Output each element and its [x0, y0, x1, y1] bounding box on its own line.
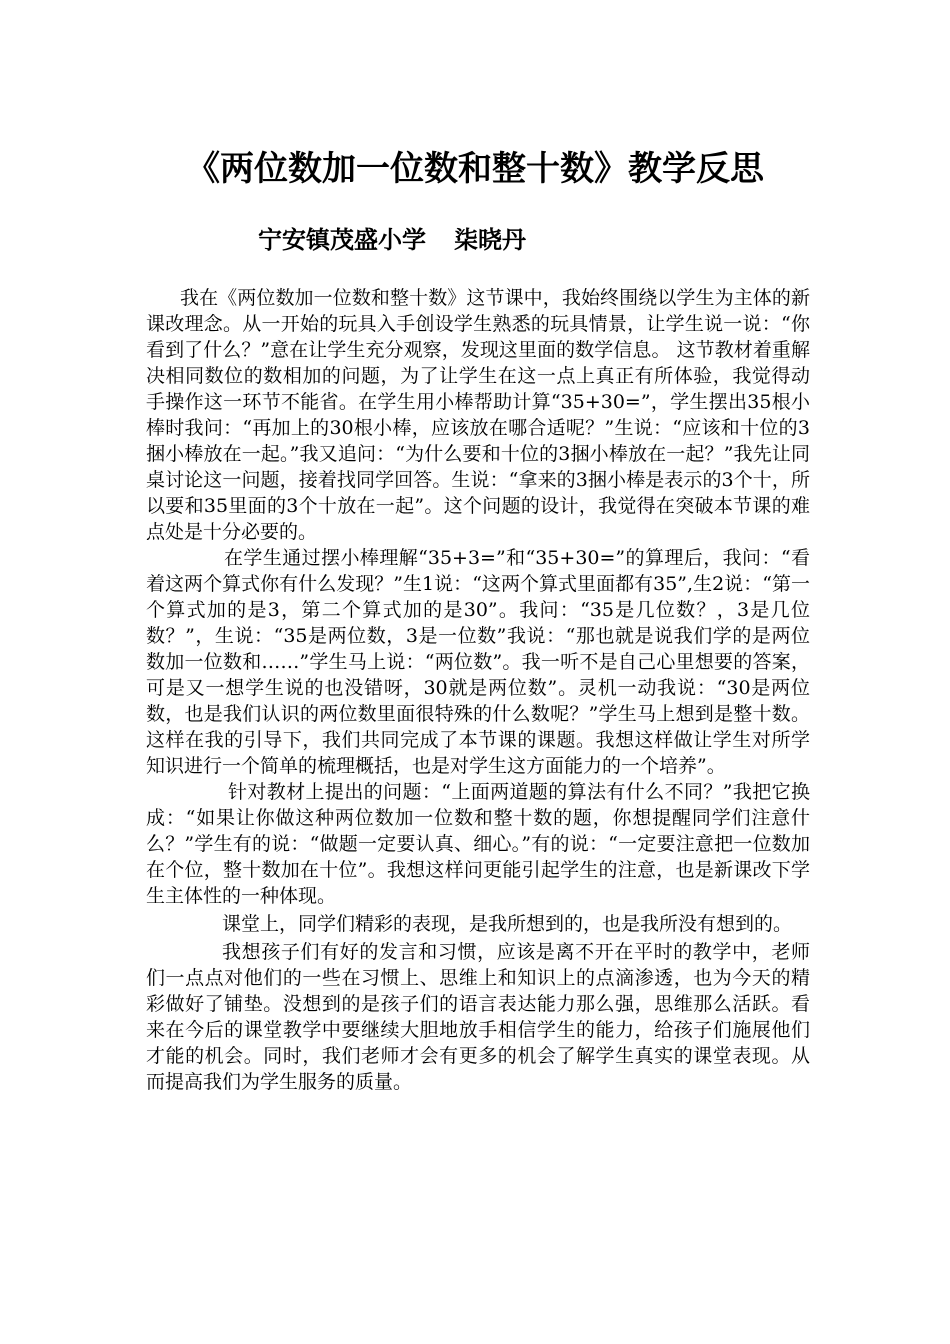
- paragraph: 在学生通过摆小棒理解“35+3=”和“35+30=”的算理后，我问：“看着这两个算式你有什么发现？”生1说：“这两个算式里面都有35”,生2说：“第一个算式加的是3，第二个算式加的是30”。我问：“35是几位数？，3是几位数？”，生说：“35是两位数，3是一位数”我说：“那也就是说我们学的是两位数加一位数和……”学生马上说：“两位数”。我一听不是自己心里想要的答案，可是又一想学生说的也没错呀，30就是两位数”。灵机一动我说：“30是两位数，也是我们认识的两位数里面很特殊的什么数呢？”学生马上想到是整十数。这样在我的引导下，我们共同完成了本节课的课题。我想这样做让学生对所学知识进行一个简单的梳理概括，也是对学生这方面能力的一个培养”。: [146, 547, 810, 777]
- document-title: 《两位数加一位数和整十数》教学反思: [186, 149, 764, 189]
- document-body: [146, 285, 810, 1095]
- paragraph: 针对教材上提出的问题：“上面两道题的算法有什么不同？”我把它换成：“如果让你做这种两位数加一位数和整十数的题，你想提醒同学们注意什么？”学生有的说：“做题一定要认真、细心。”有的说：“一定要注意把一位数加在个位，整十数加在十位”。我想这样问更能引起学生的注意，也是新课改下学生主体性的一种体现。: [146, 781, 810, 907]
- paragraph: 我在《两位数加一位数和整十数》这节课中，我始终围绕以学生为主体的新课改理念。从一开始的玩具入手创设学生熟悉的玩具情景，让学生说一说：“你看到了什么？”意在让学生充分观察，发现这里面的数学信息。 这节教材着重解决相同数位的数相加的问题，为了让学生在这一点上真正有所体验，我觉得动手操作这一环节不能省。在学生用小棒帮助计算“35+30=”，学生摆出35根小棒时我问：“再加上的30根小棒，应该放在哪合适呢？”生说：“应该和十位的3捆小棒放在一起。”我又追问：“为什么要和十位的3捆小棒放在一起？”我先让同桌讨论这一问题，接着找同学回答。生说：“拿来的3捆小棒是表示的3个十，所以要和35里面的3个十放在一起”。这个问题的设计，我觉得在突破本节课的难点处是十分必要的。: [146, 287, 810, 543]
- author-name: 柒晓丹: [454, 226, 526, 254]
- paragraph: 我想孩子们有好的发言和习惯，应该是离不开在平时的教学中，老师们一点点对他们的一些在习惯上、思维上和知识上的点滴渗透，也为今天的精彩做好了铺垫。没想到的是孩子们的语言表达能力那么强，思维那么活跃。看来在今后的课堂教学中要继续大胆地放手相信学生的能力，给孩子们施展他们才能的机会。同时，我们老师才会有更多的机会了解学生真实的课堂表现。从而提高我们为学生服务的质量。: [146, 941, 810, 1093]
- school-name: 宁安镇茂盛小学: [258, 226, 426, 254]
- byline: [258, 222, 526, 258]
- paragraph: 课堂上，同学们精彩的表现，是我所想到的，也是我所没有想到的。: [222, 913, 793, 935]
